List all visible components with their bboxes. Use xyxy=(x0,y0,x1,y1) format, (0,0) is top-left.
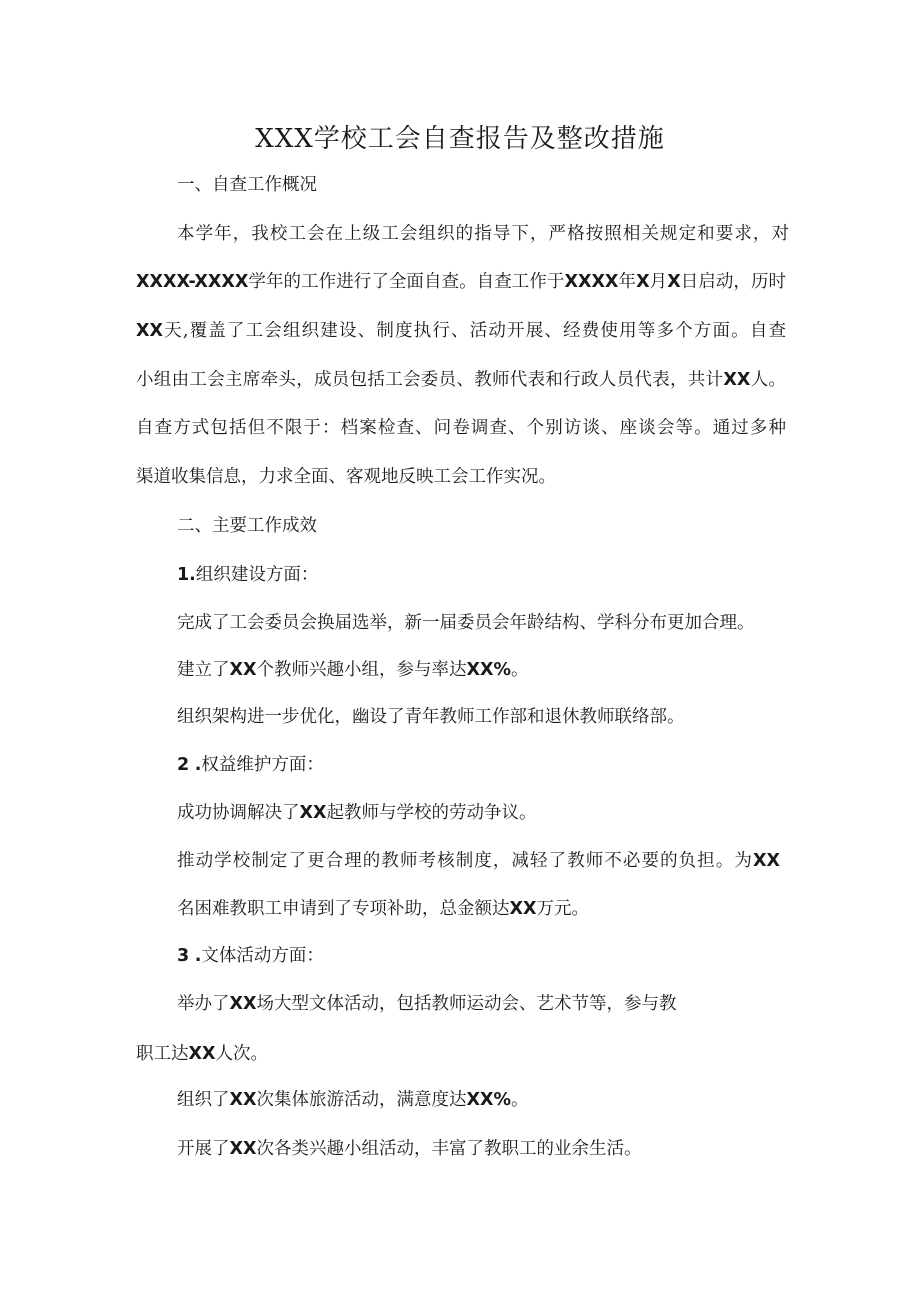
list-item: 完成了工会委员会换届选举，新一届委员会年龄结构、学科分布更加合理。 xyxy=(177,613,755,633)
list-item: 推动学校制定了更合理的教师考核制度，减轻了教师不必要的负担。为XX xyxy=(177,851,780,871)
list-item: 组织了XX次集体旅游活动，满意度达XX%。 xyxy=(177,1090,529,1110)
list-item: 成功协调解决了XX起教师与学校的劳动争议。 xyxy=(177,803,537,823)
list-item: 组织架构进一步优化，幽设了青年教师工作部和退休教师联络部。 xyxy=(177,707,685,727)
subsection-heading: 2 .权益维护方面： xyxy=(177,755,324,775)
document-title: XXX学校工会自查报告及整改措施 xyxy=(255,124,665,154)
section-heading: 一、自查工作概况 xyxy=(177,175,317,195)
paragraph-line: 自查方式包括但不限于：档案检查、问卷调查、个别访谈、座谈会等。通过多种 xyxy=(136,418,786,438)
subsection-heading: 3 .文体活动方面： xyxy=(177,946,324,966)
list-item: 举办了XX场大型文体活动，包括教师运动会、艺术节等，参与教 xyxy=(177,994,677,1014)
paragraph-line: 渠道收集信息，力求全面、客观地反映工会工作实况。 xyxy=(136,467,556,487)
list-item: 职工达XX人次。 xyxy=(136,1044,268,1064)
paragraph-line: 小组由工会主席牵头，成员包括工会委员、教师代表和行政人员代表，共计XX人。 xyxy=(136,370,787,390)
paragraph-line: 本学年，我校工会在上级工会组织的指导下，严格按照相关规定和要求，对 xyxy=(177,224,789,244)
paragraph-line: XXXX-XXXX学年的工作进行了全面自查。自查工作于XXXX年X月X日启动，历时 xyxy=(136,272,787,292)
list-item: 建立了XX个教师兴趣小组，参与率达XX%。 xyxy=(177,660,529,680)
list-item: 开展了XX次各类兴趣小组活动，丰富了教职工的业余生活。 xyxy=(177,1139,642,1159)
list-item: 名困难教职工申请到了专项补助，总金额达XX万元。 xyxy=(177,899,589,919)
subsection-heading: 1.组织建设方面： xyxy=(177,565,319,585)
paragraph-line: XX天,覆盖了工会组织建设、制度执行、活动开展、经费使用等多个方面。自查 xyxy=(136,321,786,341)
section-heading: 二、主要工作成效 xyxy=(177,516,317,536)
